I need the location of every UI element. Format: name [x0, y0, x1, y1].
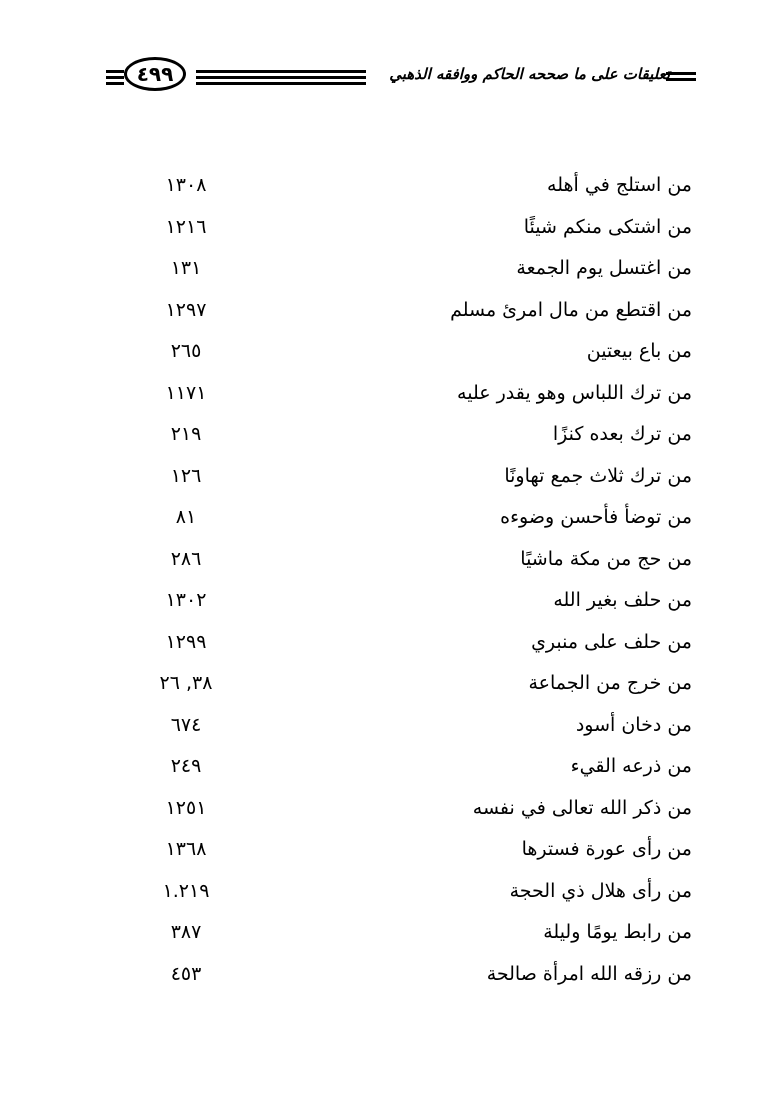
entry-ref: ١٣٦٨ [165, 838, 207, 860]
entry-text: من توضأ فأحسن وضوءه [500, 506, 692, 528]
header-rule-right [666, 72, 696, 84]
index-entry [0, 953, 774, 995]
entry-ref: ١٣١ [170, 257, 202, 279]
entry-ref: ٢١٩ [170, 423, 202, 445]
index-entry [0, 330, 774, 372]
index-entry [0, 870, 774, 912]
entry-text: من رأى عورة فسترها [521, 838, 692, 860]
index-entry [0, 662, 774, 704]
entry-ref: ١٢٩٧ [165, 298, 207, 321]
entry-text: من حلف بغير الله [553, 589, 692, 611]
entry-ref: ١١٧١ [165, 381, 207, 404]
page-header [0, 0, 774, 110]
index-entry [0, 911, 774, 953]
entry-text: من ترك بعده كنزًا [552, 423, 692, 445]
entry-text: من رأى هلال ذي الحجة [509, 879, 692, 902]
entry-ref: ٢٦٥ [170, 340, 202, 362]
index-entry [0, 704, 774, 746]
entry-ref: ٣٨, ٢٦ [159, 672, 213, 694]
index-entry [0, 745, 774, 787]
index-entry [0, 787, 774, 829]
running-title: تعليقات على ما صححه الحاكم ووافقه الذهبي [389, 65, 670, 83]
page-number: ٤٩٩ [124, 57, 186, 91]
entry-ref: ١٣٠٢ [165, 589, 207, 611]
entry-ref: ٢٨٦ [170, 547, 202, 570]
entry-text: من دخان أسود [575, 713, 692, 736]
entry-ref: ١٢١٦ [165, 215, 207, 238]
entry-ref: ٣٨٧ [170, 921, 202, 943]
entry-ref: ٦٧٤ [170, 713, 202, 736]
entry-ref: ١٢٩٩ [165, 630, 207, 653]
index-list [0, 164, 774, 994]
entry-text: من ترك ثلاث جمع تهاونًا [504, 464, 692, 487]
header-rule-left [106, 70, 124, 88]
entry-text: من خرج من الجماعة [528, 672, 692, 694]
index-entry [0, 579, 774, 621]
entry-text: من ترك اللباس وهو يقدر عليه [457, 381, 692, 404]
entry-text: من حج من مكة ماشيًا [520, 547, 692, 570]
entry-ref: ١٢٦ [170, 464, 202, 487]
index-entry [0, 538, 774, 580]
entry-text: من اغتسل يوم الجمعة [516, 257, 692, 279]
entry-ref: ٢٤٩ [170, 755, 202, 777]
entry-text: من رزقه الله امرأة صالحة [486, 962, 692, 985]
entry-text: من حلف على منبري [531, 630, 692, 653]
entry-text: من اشتكى منكم شيئًا [523, 215, 692, 238]
entry-text: من اقتطع من مال امرئ مسلم [450, 298, 692, 321]
entry-text: من ذرعه القيء [570, 755, 692, 777]
entry-ref: ٨١ [175, 506, 197, 528]
entry-text: من رابط يومًا وليلة [543, 921, 692, 943]
index-entry [0, 496, 774, 538]
entry-text: من استلج في أهله [547, 174, 692, 196]
entry-ref: ١٣٠٨ [165, 174, 207, 196]
index-entry [0, 289, 774, 331]
index-entry [0, 372, 774, 414]
index-entry [0, 206, 774, 248]
entry-text: من باع بيعتين [586, 340, 692, 362]
entry-ref: ٤٥٣ [170, 962, 202, 985]
index-entry [0, 828, 774, 870]
index-entry [0, 164, 774, 206]
entry-ref: ١٢٥١ [165, 796, 207, 819]
entry-ref: ١.٢١٩ [162, 879, 210, 902]
entry-text: من ذكر الله تعالى في نفسه [472, 796, 692, 819]
index-entry [0, 455, 774, 497]
header-rule-middle [196, 70, 366, 88]
index-entry [0, 413, 774, 455]
index-entry [0, 621, 774, 663]
index-entry [0, 247, 774, 289]
